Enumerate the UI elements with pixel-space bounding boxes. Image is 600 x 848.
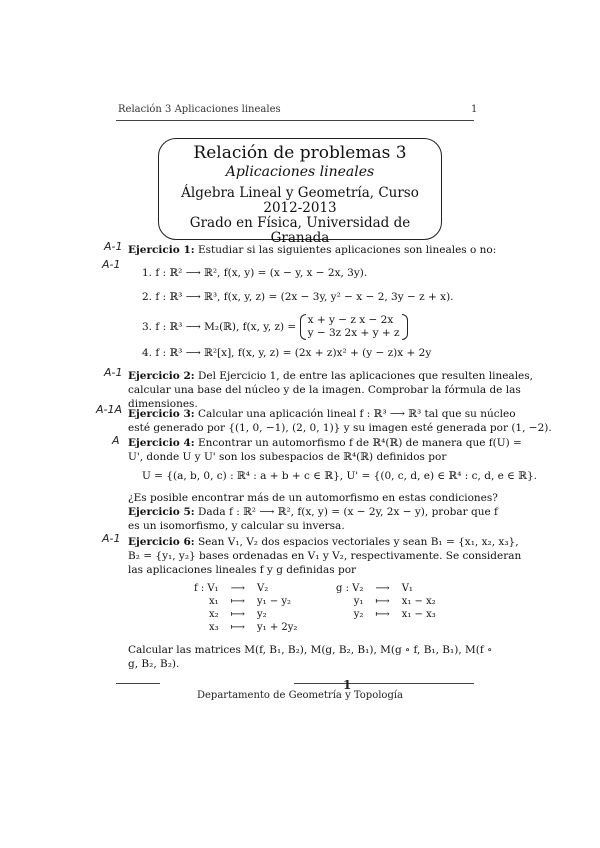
exercise-1-label: Ejercicio 1: — [128, 244, 195, 256]
map-g — [330, 582, 442, 621]
exercise-4-sets: U = {(a, b, 0, c) : ℝ⁴ : a + b + c ∈ ℝ}, U' = {(0, c, d, e) ∈ ℝ⁴ : c, d, e ∈ ℝ}. — [142, 470, 538, 482]
exercise-1-text: Estudiar si las siguientes aplicaciones son lineales o no: — [197, 244, 497, 256]
footer-rule-left — [116, 683, 160, 684]
running-head-text: Relación 3 Aplicaciones lineales — [118, 104, 281, 115]
map-cell: x₁ — [209, 596, 219, 607]
exercise-3-label: Ejercicio 3: — [128, 408, 195, 420]
course-line-1: Álgebra Lineal y Geometría, Curso — [181, 185, 419, 201]
map-f-head — [188, 582, 303, 595]
map-cell: ⟶ — [375, 583, 390, 594]
map-cell: x₁ − x₃ — [401, 609, 436, 620]
exercise-5 — [128, 505, 498, 519]
map-cell: ⟼ — [230, 596, 246, 607]
matrix — [300, 314, 408, 340]
header-rule — [116, 120, 474, 121]
map-cell: x₁ − x₂ — [401, 596, 436, 607]
exercise-2-line-1: Del Ejercicio 1, de entre las aplicaciones que resulten lineales, — [197, 370, 533, 382]
exercise-5-line-2: es un isomorfismo, y calcular su inversa. — [128, 520, 345, 532]
map-cell: y₂ — [257, 609, 267, 620]
map-cell: ⟼ — [375, 596, 390, 607]
exercise-4 — [128, 436, 522, 450]
exercise-2-line-3: dimensiones. — [128, 398, 198, 410]
exercise-4-label: Ejercicio 4: — [128, 437, 195, 449]
map-cell: y₁ — [353, 596, 364, 607]
exercise-6 — [128, 535, 519, 549]
handwritten-mark: A — [112, 434, 120, 447]
exercise-6-line-3: las aplicaciones lineales f y g definidas por — [128, 564, 357, 576]
handwritten-mark: A-1A — [96, 403, 123, 416]
map-f-row — [188, 608, 303, 621]
exercise-4-question: ¿Es posible encontrar más de un automorfismo en estas condiciones? — [128, 492, 498, 504]
exercise-3-line-1: Calcular una aplicación lineal f : ℝ³ ⟶ ℝ³ tal que su núcleo — [197, 408, 516, 420]
title-box — [158, 138, 442, 246]
map-f-row — [188, 595, 303, 608]
map-cell: V₁ — [401, 583, 413, 594]
map-g-head — [330, 582, 442, 595]
map-cell: x₂ — [209, 609, 219, 620]
page-footer — [0, 678, 600, 701]
exercise-3-line-2: esté generado por {(1, 0, −1), (2, 0, 1)} y su imagen esté generada por (1, −2). — [128, 422, 552, 434]
exercise-1-item-1: 1. f : ℝ² ⟶ ℝ², f(x, y) = (x − y, x − 2x, 3y). — [142, 267, 368, 279]
map-f — [188, 582, 303, 634]
map-cell: x₃ — [209, 622, 219, 633]
exercise-6-line-5: g, B₂, B₂). — [128, 658, 180, 670]
footer-mark: 1 — [343, 678, 352, 692]
exercise-1 — [128, 243, 496, 257]
exercise-6-line-1: Sean V₁, V₂ dos espacios vectoriales y sean B₁ = {x₁, x₂, x₃}, — [197, 536, 519, 548]
exercise-6-line-2: B₂ = {y₁, y₂} bases ordenadas en V₁ y V₂, respectivamente. Se consideran — [128, 550, 522, 562]
map-cell: ⟼ — [230, 609, 246, 620]
exercise-3 — [128, 407, 516, 421]
page-subtitle: Aplicaciones lineales — [225, 164, 375, 180]
matrix-row-2: y − 3z 2x + y + z — [307, 327, 400, 339]
map-cell: g : V₂ — [336, 583, 364, 594]
exercise-5-label: Ejercicio 5: — [128, 506, 195, 518]
course-line-3: Grado en Física, Universidad de Granada — [189, 215, 411, 246]
exercise-6-label: Ejercicio 6: — [128, 536, 195, 548]
footer-rule-right — [294, 683, 474, 684]
exercise-1-item-3-text: 3. f : ℝ³ ⟶ M₂(ℝ), f(x, y, z) = — [142, 321, 297, 333]
exercise-4-line-2: U', donde U y U' son los subespacios de ℝ⁴(ℝ) definidos por — [128, 451, 447, 463]
map-g-row — [330, 608, 442, 621]
handwritten-mark: A-1 — [102, 532, 121, 545]
map-cell: ⟶ — [230, 583, 246, 594]
map-cell: y₁ − y₂ — [257, 596, 292, 607]
exercise-1-item-2: 2. f : ℝ³ ⟶ ℝ³, f(x, y, z) = (2x − 3y, y² − x − 2, 3y − z + x). — [142, 291, 454, 303]
course-line-2: 2012-2013 — [263, 200, 337, 216]
exercise-1-item-3 — [142, 314, 408, 340]
exercise-2 — [128, 369, 533, 383]
page-title: Relación de problemas 3 — [193, 143, 407, 163]
map-cell: y₂ — [353, 609, 364, 620]
exercise-2-label: Ejercicio 2: — [128, 370, 195, 382]
map-f-row — [188, 621, 303, 634]
footer-text: Departamento de Geometría y Topología — [196, 690, 404, 701]
exercise-1-item-4: 4. f : ℝ³ ⟶ ℝ²[x], f(x, y, z) = (2x + z)x² + (y − z)x + 2y — [142, 347, 432, 359]
running-head — [118, 104, 478, 115]
handwritten-mark: A-1 — [102, 258, 121, 271]
map-cell: V₂ — [257, 583, 269, 594]
exercise-2-line-2: calcular una base del núcleo y de la imagen. Comprobar la fórmula de las — [128, 384, 521, 396]
map-cell: f : V₁ — [194, 583, 219, 594]
handwritten-mark: A-1 — [104, 366, 123, 379]
handwritten-mark: A-1 — [104, 240, 123, 253]
exercise-4-line-1: Encontrar un automorfismo f de ℝ⁴(ℝ) de manera que f(U) = — [197, 437, 522, 449]
map-cell: ⟼ — [375, 609, 390, 620]
running-head-mark: 1 — [471, 104, 478, 115]
exercise-5-line-1: Dada f : ℝ² ⟶ ℝ², f(x, y) = (x − 2y, 2x − y), probar que f — [197, 506, 498, 518]
map-g-row — [330, 595, 442, 608]
map-cell: ⟼ — [230, 622, 246, 633]
exercise-6-line-4: Calcular las matrices M(f, B₁, B₂), M(g, B₂, B₁), M(g ∘ f, B₁, B₁), M(f ∘ — [128, 644, 493, 656]
map-cell: y₁ + 2y₂ — [257, 622, 298, 633]
matrix-row-1: x + y − z x − 2x — [307, 314, 394, 326]
